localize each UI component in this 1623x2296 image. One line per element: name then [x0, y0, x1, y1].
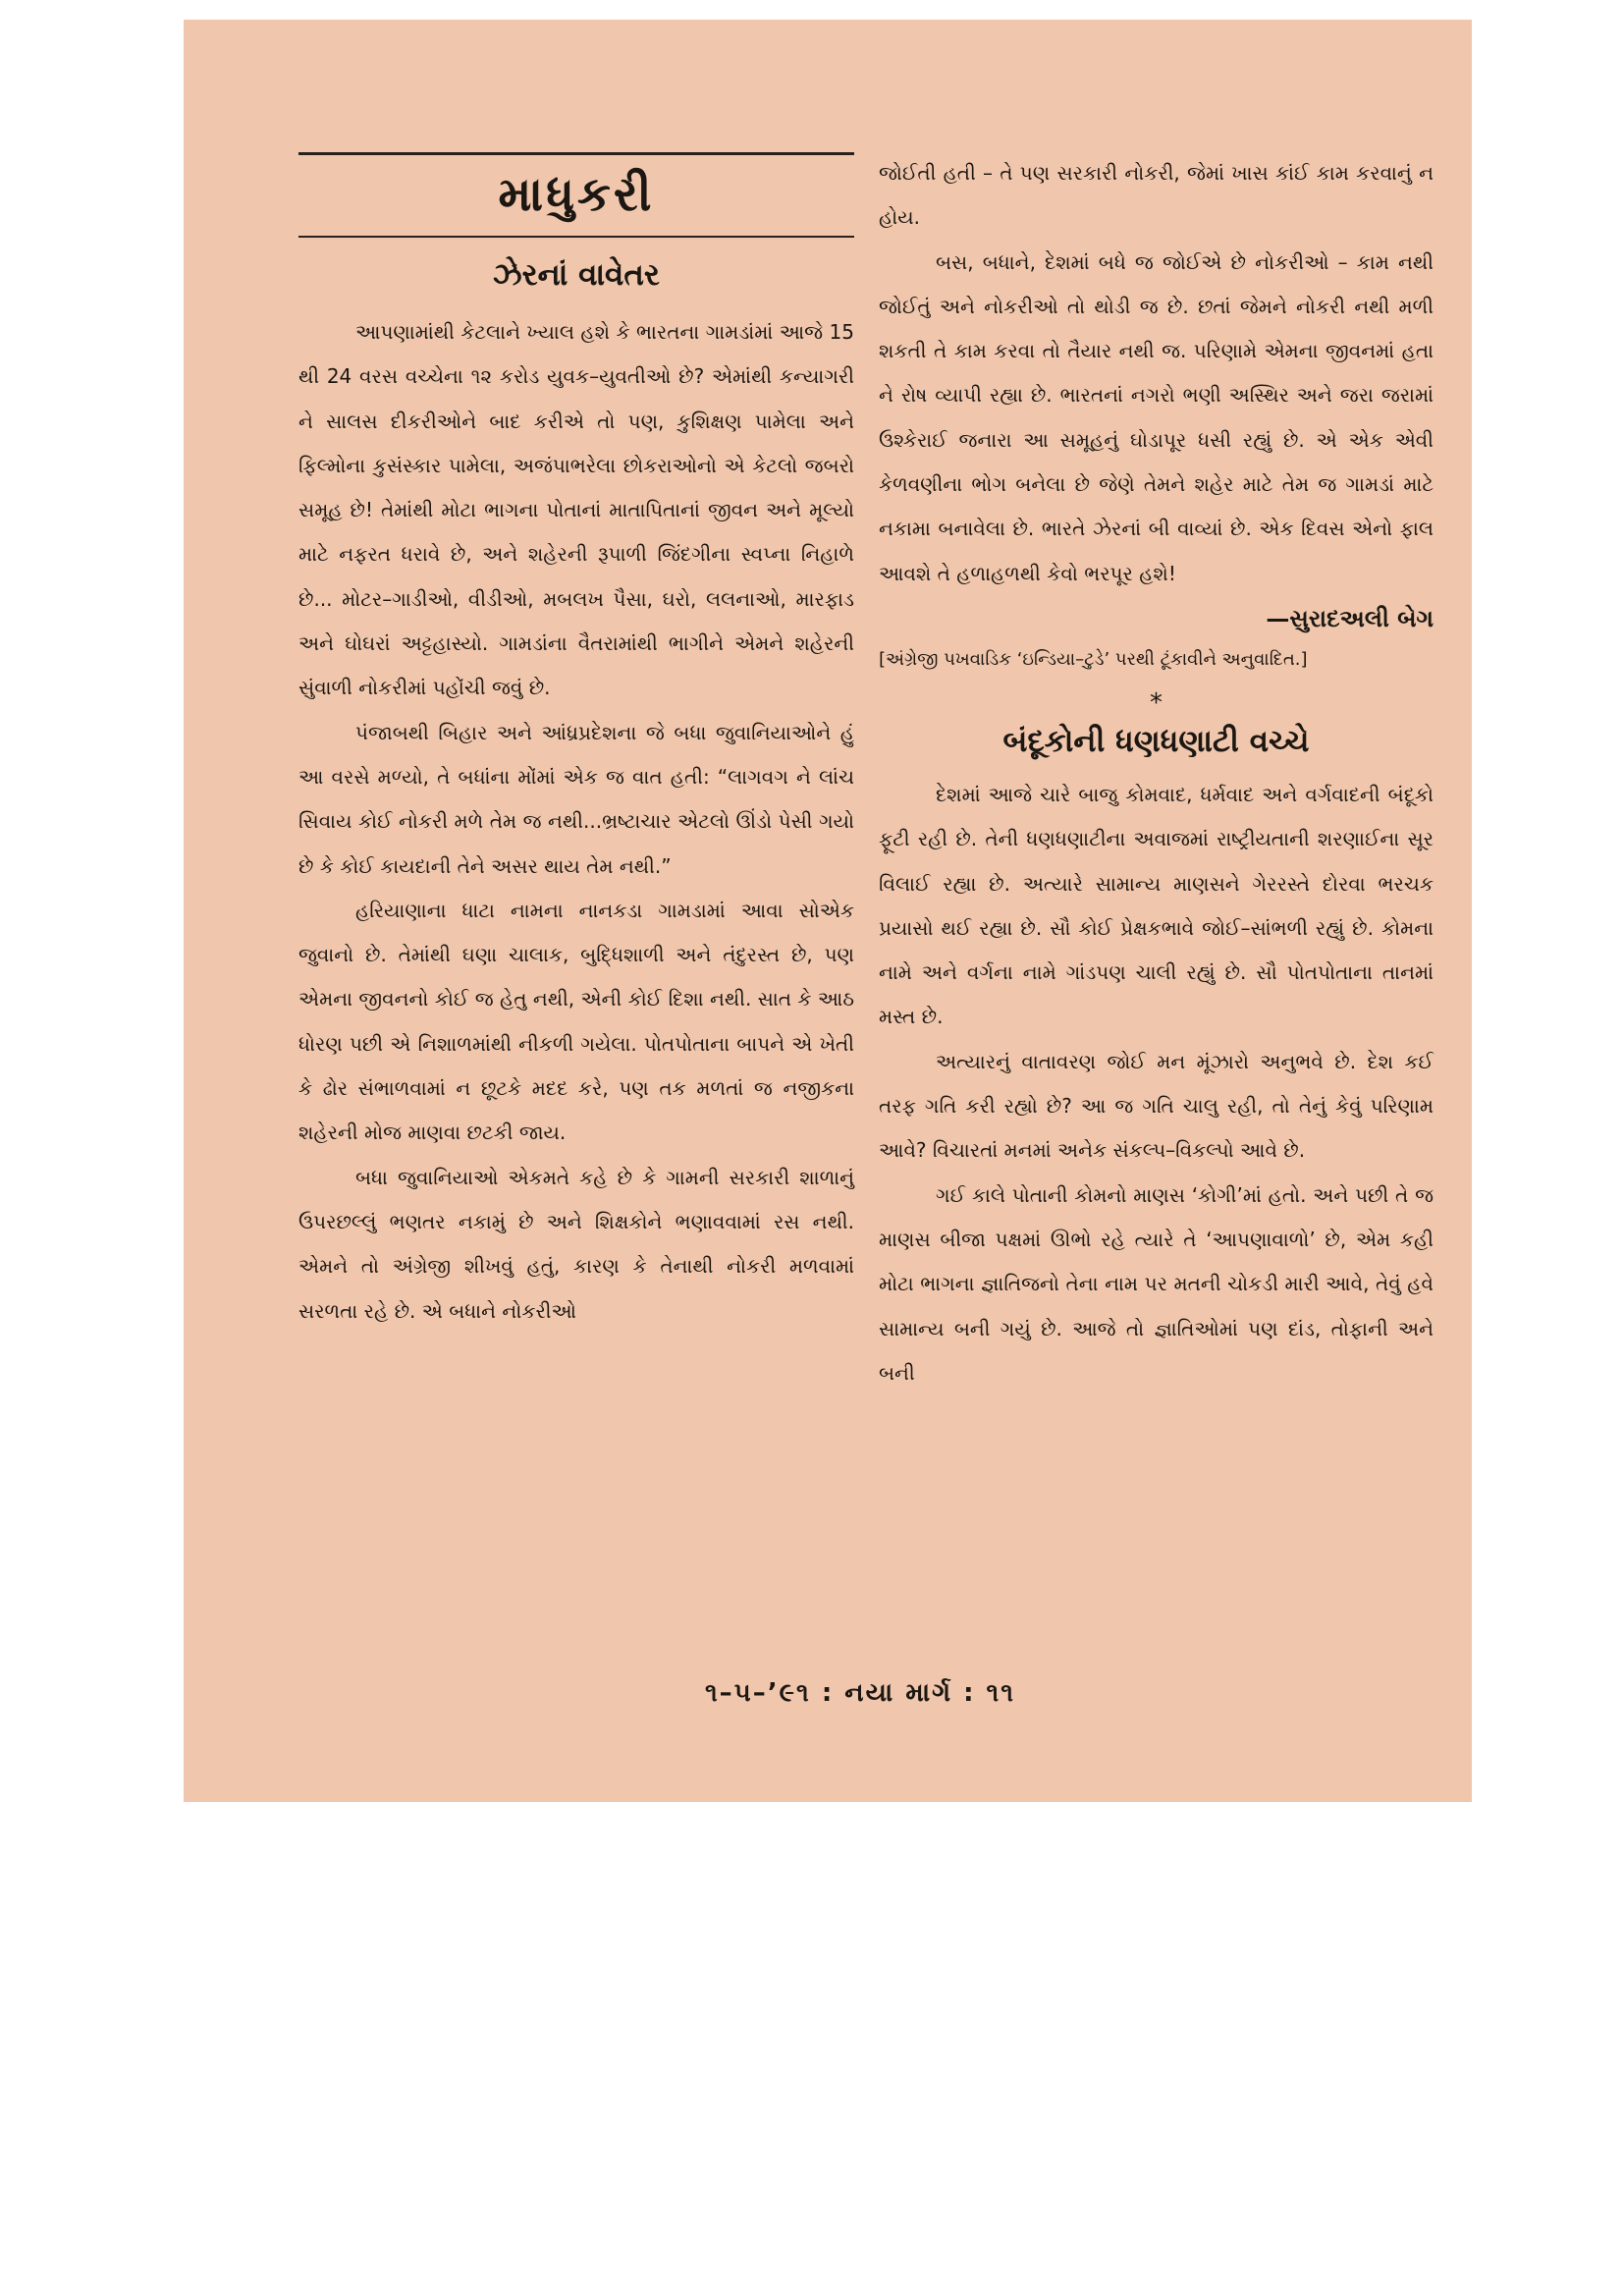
article-source-note: [અંગ્રેજી પખવાડિક ‘ઇન્ડિયા–ટુડે’ પરથી ટૂંકાવીને અનુવાદિત.] [879, 648, 1308, 670]
article-author: —સુરાદઅલી બેગ [1266, 604, 1434, 632]
paragraph: આપણામાંથી કેટલાને ખ્યાલ હશે કે ભારતના ગામડાંમાં આજે 15 થી 24 વરસ વચ્ચેના ૧૨ કરોડ યુવક–યુવતીઓ છે? એમાંથી કન્યાગરી ને સાલસ દીકરીઓને બાદ કરીએ તો પણ, કુશિક્ષણ પામેલા અને ફિલ્મોના કુસંસ્કાર પામેલા, અજંપાભરેલા છોકરાઓનો એ કેટલો જબરો સમૂહ છે! તેમાંથી મોટા ભાગના પોતાનાં માતાપિતાનાં જીવન અને મૂલ્યો માટે નફરત ધરાવે છે, અને શહેરની રૂપાળી જિંદગીના સ્વપ્ના નિહાળે છે... મોટર–ગાડીઓ, વીડીઓ, મબલખ પૈસા, ઘરો, લલનાઓ, મારફાડ અને ઘોઘરાં અટ્ટહાસ્યો. ગામડાંના વૈતરામાંથી ભાગીને એમને શહેરની સુંવાળી નોકરીમાં પહોંચી જવું છે. [298, 320, 854, 700]
paragraph: જોઈતી હતી – તે પણ સરકારી નોકરી, જેમાં ખાસ કાંઈ કામ કરવાનું ન હોય. [879, 161, 1434, 230]
article-title: બંદૂકોની ધણધણાટી વચ્ચે [1002, 723, 1310, 759]
masthead-bottom-rule [298, 236, 854, 238]
paragraph: ગઈ કાલે પોતાની કોમનો માણસ ‘કોગી’માં હતો. અને પછી તે જ માણસ બીજા પક્ષમાં ઊભો રહે ત્યારે તે ‘આપણાવાળો’ છે, એમ કહી મોટા ભાગના જ્ઞાતિજનો તેના નામ પર મતની ચોકડી મારી આવે, તેવું હવે સામાન્ય બની ગયું છે. આજે તો જ્ઞાતિઓમાં પણ દાંડ, તોફાની અને બની [879, 1182, 1434, 1385]
paragraph: હરિયાણાના ધાટા નામના નાનકડા ગામડામાં આવા સોએક જુવાનો છે. તેમાંથી ઘણા ચાલાક, બુદ્ધિશાળી અને તંદુરસ્ત છે, પણ એમના જીવનનો કોઈ જ હેતુ નથી, એની કોઈ દિશા નથી. સાત કે આઠ ધોરણ પછી એ નિશાળમાંથી નીકળી ગયેલા. પોતપોતાના બાપને એ ખેતી કે ઢોર સંભાળવામાં ન છૂટકે મદદ કરે, પણ તક મળતાં જ નજીકના શહેરની મોજ માણવા છટકી જાય. [298, 898, 854, 1145]
paragraph: દેશમાં આજે ચારે બાજુ કોમવાદ, ધર્મવાદ અને વર્ગવાદની બંદૂકો ફૂટી રહી છે. તેની ધણધણાટીના અવાજમાં રાષ્ટ્રીયતાની શરણાઈના સૂર વિલાઈ રહ્યા છે. અત્યારે સામાન્ય માણસને ગેરરસ્તે દોરવા ભરચક પ્રયાસો થઈ રહ્યા છે. સૌ કોઈ પ્રેક્ષકભાવે જોઈ–સાંભળી રહ્યું છે. કોમના નામે અને વર્ગના નામે ગાંડપણ ચાલી રહ્યું છે. સૌ પોતપોતાના તાનમાં મસ્ત છે. [879, 782, 1434, 1029]
right-column [879, 20, 1434, 1395]
paragraph: પંજાબથી બિહાર અને આંધ્રપ્રદેશના જે બધા જુવાનિયાઓને હું આ વરસે મળ્યો, તે બધાંના મોંમાં એક જ વાત હતી: “લાગવગ ને લાંચ સિવાય કોઈ નોકરી મળે તેમ જ નથી...ભ્રષ્ટાચાર એટલો ઊંડો પેસી ગયો છે કે કોઈ કાયદાની તેને અસર થાય તેમ નથી.” [298, 720, 854, 878]
paragraph: અત્યારનું વાતાવરણ જોઈ મન મૂંઝારો અનુભવે છે. દેશ કઈ તરફ ગતિ કરી રહ્યો છે? આ જ ગતિ ચાલુ રહી, તો તેનું કેવું પરિણામ આવે? વિચારતાં મનમાં અનેક સંકલ્પ–વિકલ્પો આવે છે. [879, 1049, 1434, 1163]
page-footer: ૧–૫–’૯૧ : નયા માર્ગ : ૧૧ [704, 1678, 1016, 1708]
paragraph: બસ, બધાને, દેશમાં બધે જ જોઈએ છે નોકરીઓ – કામ નથી જોઈતું અને નોકરીઓ તો થોડી જ છે. છતાં જેમને નોકરી નથી મળી શકતી તે કામ કરવા તો તૈયાર નથી જ. પરિણામે એમના જીવનમાં હતા ને રોષ વ્યાપી રહ્યા છે. ભારતનાં નગરો ભણી અસ્થિર અને જરા જરામાં ઉશ્કેરાઈ જનારા આ સમૂહનું ઘોડાપૂર ધસી રહ્યું છે. એ એક એવી કેળવણીના ભોગ બનેલા છે જેણે તેમને શહેર માટે તેમ જ ગામડાં માટે નકામા બનાવેલા છે. ભારતે ઝેરનાં બી વાવ્યાં છે. એક દિવસ એનો ફાલ આવશે તે હળાહળથી કેવો ભરપૂર હશે! [879, 249, 1434, 585]
magazine-page [184, 20, 1472, 1802]
masthead-top-rule [298, 152, 854, 155]
article-title: ઝેરનાં વાવેતર [493, 257, 660, 293]
left-column [298, 20, 854, 1334]
section-separator: * [1150, 687, 1163, 718]
paragraph: બધા જુવાનિયાઓ એકમતે કહે છે કે ગામની સરકારી શાળાનું ઉપરછલ્લું ભણતર નકામું છે અને શિક્ષકોને ભણાવવામાં રસ નથી. એમને તો અંગ્રેજી શીખવું હતું, કારણ કે તેનાથી નોકરી મળવામાં સરળતા રહે છે. એ બધાને નોકરીઓ [298, 1165, 854, 1323]
masthead-title: માધુકરી [498, 167, 655, 222]
